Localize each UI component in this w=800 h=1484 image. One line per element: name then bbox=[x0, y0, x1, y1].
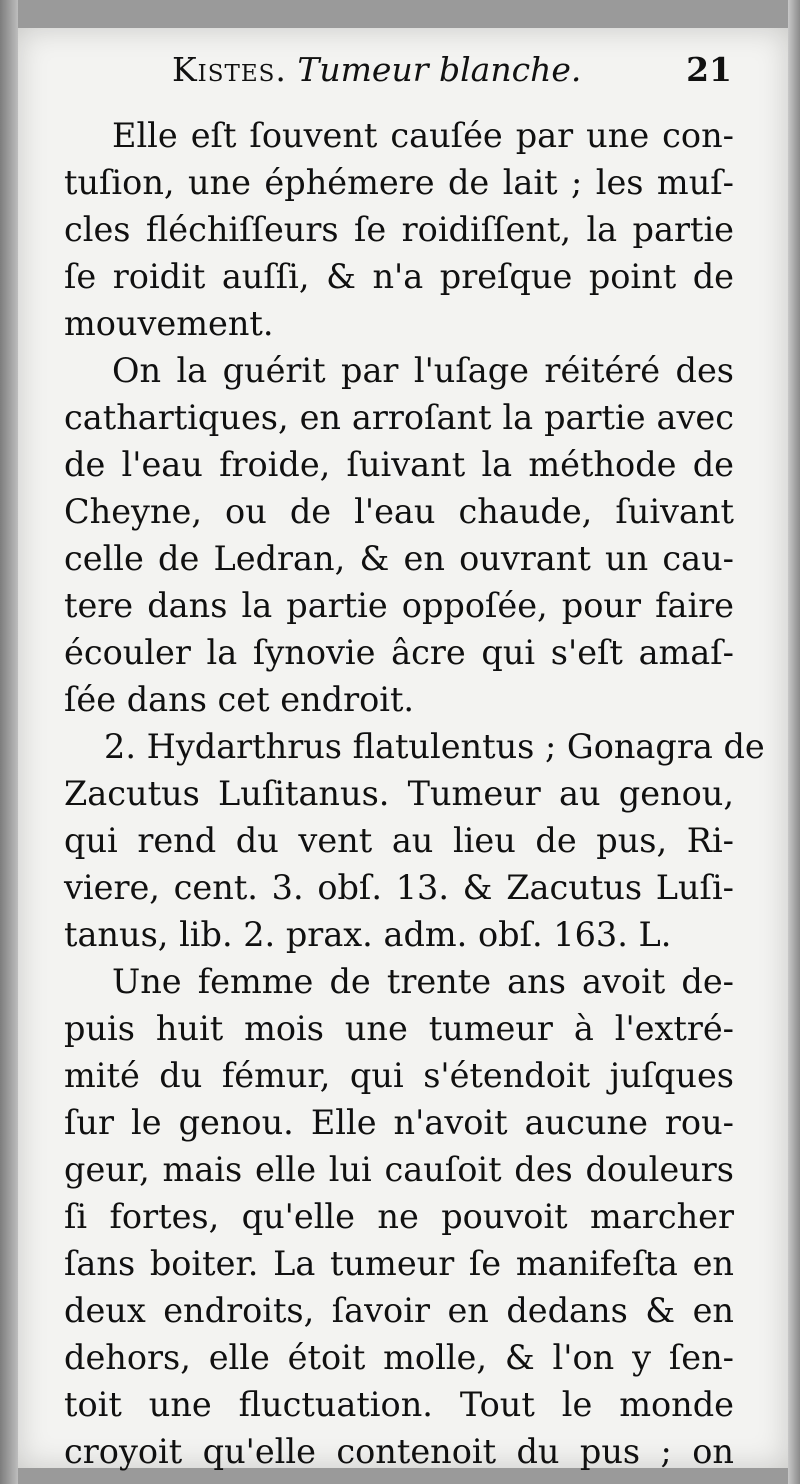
text-line: Cheyne, ou de l'eau chaude, ſuivant bbox=[64, 492, 734, 531]
text-line: croyoit qu'elle contenoit du pus ; on bbox=[64, 1432, 734, 1471]
text-line: On la guérit par l'uſage réitéré des bbox=[112, 351, 734, 390]
text-line: toit une fluctuation. Tout le monde bbox=[64, 1385, 734, 1424]
text-line: Une femme de trente ans avoit de- bbox=[112, 962, 734, 1001]
text-line: cathartiques, en arroſant la partie avec bbox=[64, 398, 734, 437]
header-title-smallcaps: Kistes. bbox=[172, 50, 287, 89]
text-line: dehors, elle étoit molle, & l'on y ſen- bbox=[64, 1338, 734, 1377]
page-number: 21 bbox=[686, 50, 732, 89]
text-line: Zacutus Luſitanus. Tumeur au genou, bbox=[64, 774, 734, 813]
text-line: tanus, lib. 2. prax. adm. obſ. 163. L. bbox=[64, 915, 672, 954]
text-line: puis huit mois une tumeur à l'extré- bbox=[64, 1009, 734, 1048]
text-line: tere dans la partie oppoſée, pour faire bbox=[64, 586, 734, 625]
text-line: celle de Ledran, & en ouvrant un cau- bbox=[64, 539, 734, 578]
text-line: ſans boiter. La tumeur ſe manifeſta en bbox=[64, 1244, 734, 1283]
text-line: cles fléchiſſeurs ſe roidiſſent, la partie bbox=[64, 210, 734, 249]
text-line: mouvement. bbox=[64, 304, 274, 343]
text-line: viere, cent. 3. obſ. 13. & Zacutus Luſi- bbox=[64, 868, 734, 907]
text-line: mité du fémur, qui s'étendoit juſques bbox=[64, 1056, 734, 1095]
text-line: qui rend du vent au lieu de pus, Ri- bbox=[64, 821, 734, 860]
page-right-edge bbox=[788, 0, 800, 1484]
text-line: de l'eau froide, ſuivant la méthode de bbox=[64, 445, 734, 484]
text-line: deux endroits, ſavoir en dedans & en bbox=[64, 1291, 734, 1330]
text-line: ſi fortes, qu'elle ne pouvoit marcher bbox=[64, 1197, 734, 1236]
text-line: ſe roidit auſſi, & n'a preſque point de bbox=[64, 257, 734, 296]
text-line: ſée dans cet endroit. bbox=[64, 680, 415, 719]
text-line: geur, mais elle lui cauſoit des douleurs bbox=[64, 1150, 734, 1189]
text-line: 2. Hydarthrus flatulentus ; Gonagra de bbox=[104, 727, 765, 766]
header-title-italic: Tumeur blanche. bbox=[297, 50, 582, 89]
page-body bbox=[64, 112, 765, 1475]
text-line: Elle eſt ſouvent cauſée par une con- bbox=[112, 116, 734, 155]
running-header bbox=[172, 50, 752, 102]
text-line: écouler la ſynovie âcre qui s'eſt amaſ- bbox=[64, 633, 734, 672]
text-line: tuſion, une éphémere de lait ; les muſ- bbox=[64, 163, 734, 202]
page-left-edge bbox=[0, 0, 18, 1484]
text-line: ſur le genou. Elle n'avoit aucune rou- bbox=[64, 1103, 734, 1142]
